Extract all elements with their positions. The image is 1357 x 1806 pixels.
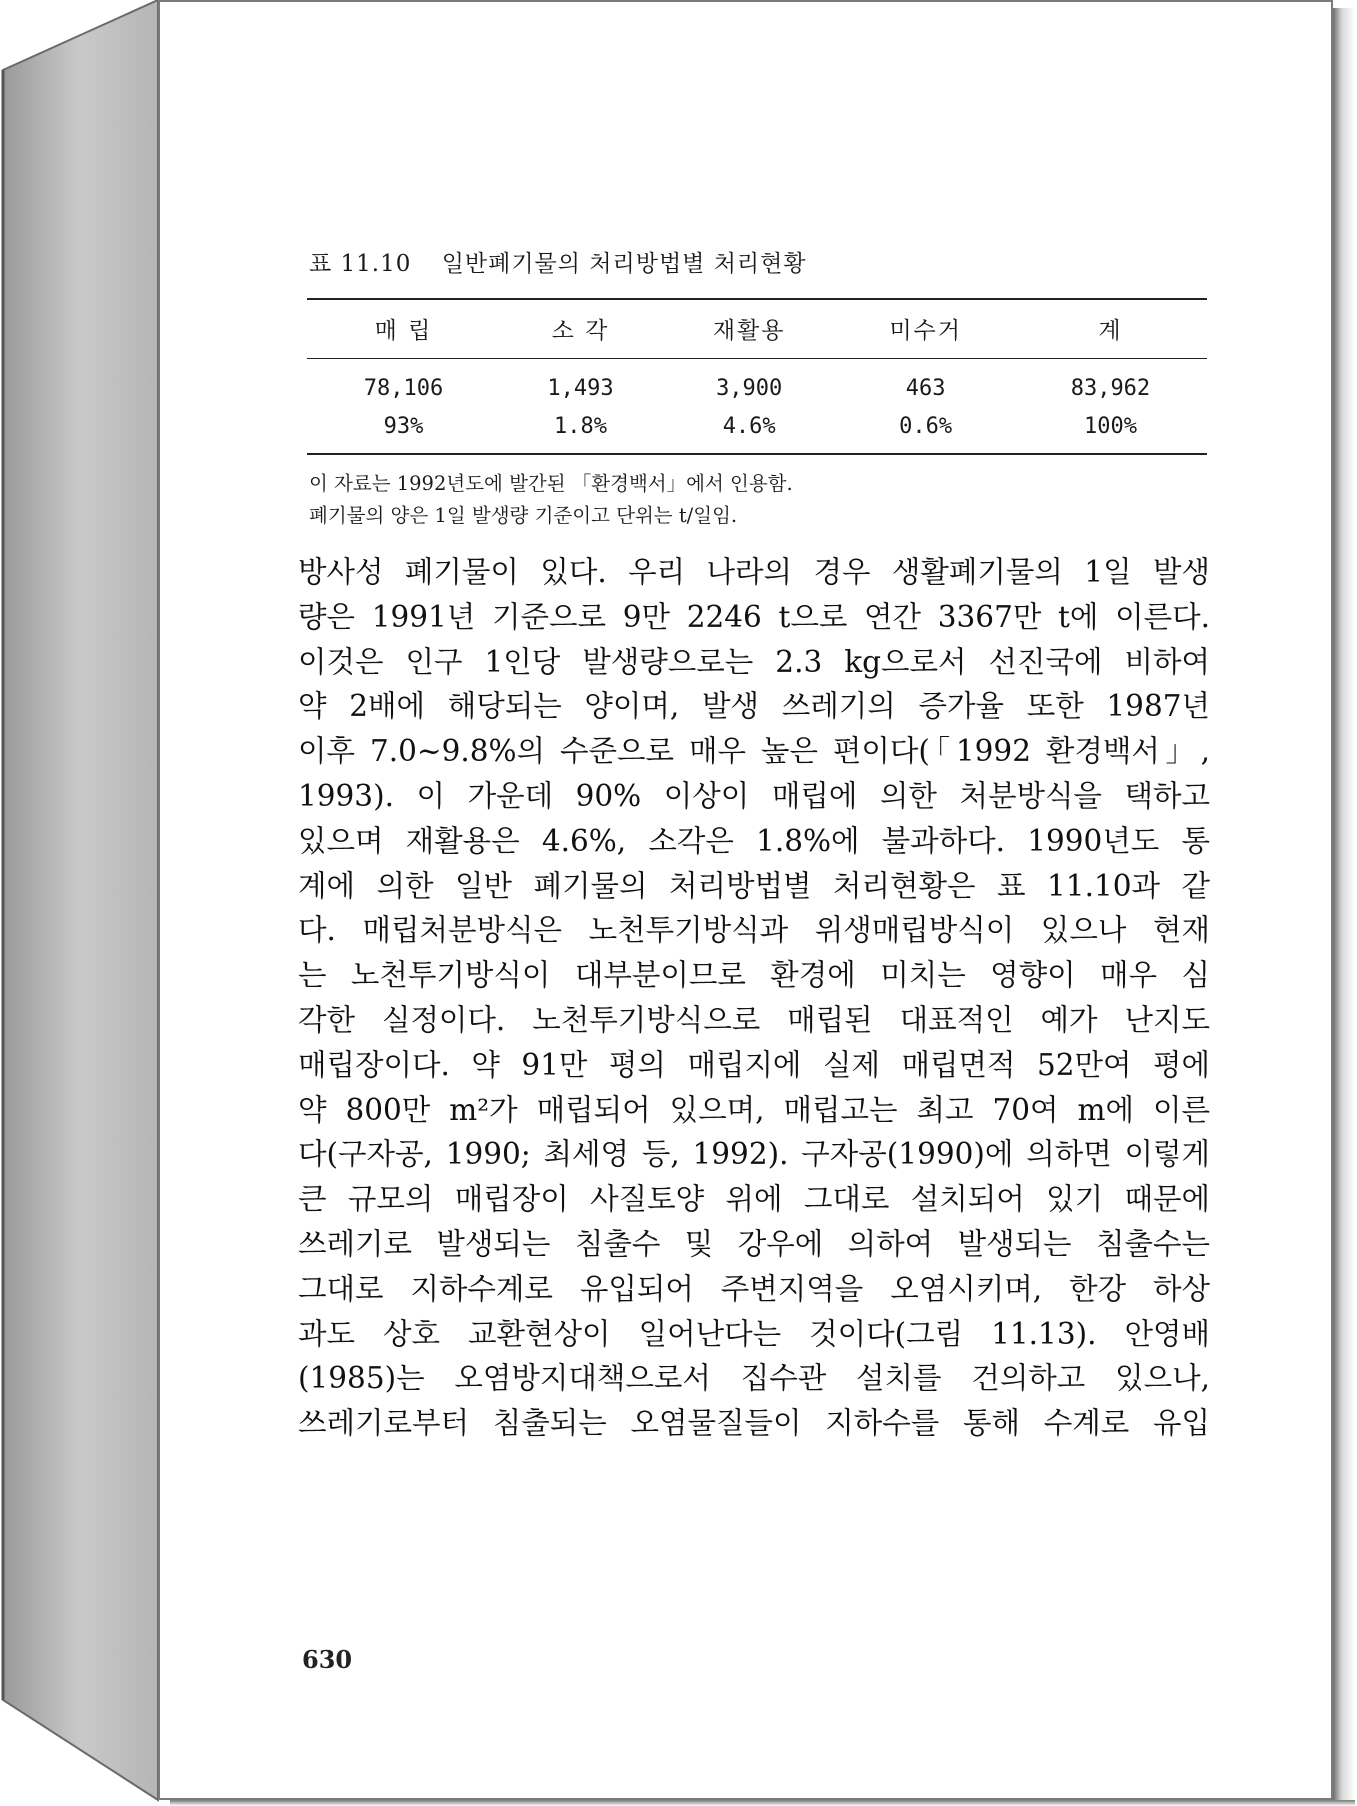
text-line: 다. 매립처분방식은 노천투기방식과 위생매립방식이 있으나 현재: [298, 913, 1210, 948]
header-uncollected: 미수거: [837, 299, 1013, 359]
header-landfill: 매 립: [307, 299, 500, 359]
header-incineration: 소 각: [500, 299, 661, 359]
table-cell: 1.8%: [500, 407, 661, 454]
table-notes: [307, 468, 1207, 532]
table-cell: 3,900: [716, 375, 783, 401]
table-caption-title: 일반폐기물의 처리방법별 처리현황: [441, 251, 807, 277]
header-total: 계: [1014, 299, 1207, 359]
text-line: 쓰레기로 발생되는 침출수 및 강우에 의하여 발생되는 침출수는: [298, 1226, 1210, 1261]
page-bottom-shadow: [170, 1800, 1355, 1806]
table-cell: 0.6%: [837, 407, 1013, 454]
body-paragraph: [298, 550, 1210, 1446]
table-cell: 4.6%: [661, 407, 837, 454]
text-line: 이것은 인구 1인당 발생량으로는 2.3 kg으로서 선진국에 비하여: [298, 644, 1210, 679]
table-caption-label: 표 11.10: [309, 251, 412, 277]
waste-treatment-table: [307, 298, 1207, 455]
text-line: 쓰레기로부터 침출되는 오염물질들이 지하수를 통해 수계로 유입: [298, 1406, 1210, 1441]
table-row: [307, 359, 1207, 408]
text-line: 매립장이다. 약 91만 평의 매립지에 실제 매립면적 52만여 평에: [298, 1047, 1210, 1082]
table-cell: 1,493: [547, 375, 614, 401]
table-section: [307, 245, 1207, 532]
table-cell: 463: [905, 375, 946, 401]
text-line: 량은 1991년 기준으로 9만 2246 t으로 연간 3367만 t에 이른다.: [298, 599, 1210, 634]
table-cell: 78,106: [363, 375, 444, 401]
text-line: 있으며 재활용은 4.6%, 소각은 1.8%에 불과하다. 1990년도 통: [298, 823, 1210, 858]
page-edge-shadow: [1333, 8, 1355, 1804]
book-spine-illustration: [0, 0, 160, 1806]
table-cell: 83,962: [1070, 375, 1151, 401]
text-line: 는 노천투기방식이 대부분이므로 환경에 미치는 영향이 매우 심: [298, 958, 1210, 993]
text-line: 방사성 폐기물이 있다. 우리 나라의 경우 생활폐기물의 1일 발생: [298, 555, 1210, 589]
text-line: 과도 상호 교환현상이 일어난다는 것이다(그림 11.13). 안영배: [298, 1316, 1210, 1351]
text-line: 큰 규모의 매립장이 사질토양 위에 그대로 설치되어 있기 때문에: [298, 1182, 1210, 1217]
text-line: 약 2배에 해당되는 양이며, 발생 쓰레기의 증가율 또한 1987년: [298, 689, 1210, 724]
text-line: 이후 7.0~9.8%의 수준으로 매우 높은 편이다(「1992 환경백서」,: [298, 734, 1210, 769]
text-line: 약 800만 m²가 매립되어 있으며, 매립고는 최고 70여 m에 이른: [298, 1092, 1210, 1127]
table-note: 폐기물의 양은 1일 발생량 기준이고 단위는 t/일임.: [309, 504, 738, 527]
text-line: (1985)는 오염방지대책으로서 집수관 설치를 건의하고 있으나,: [298, 1361, 1210, 1396]
page-number: 630: [302, 1645, 353, 1674]
text-line: 다(구자공, 1990; 최세영 등, 1992). 구자공(1990)에 의하면 이렇게: [298, 1137, 1210, 1172]
table-cell: 93%: [307, 407, 500, 454]
table-row: [307, 407, 1207, 454]
table-note: 이 자료는 1992년도에 발간된 「환경백서」에서 인용함.: [309, 472, 793, 495]
text-line: 1993). 이 가운데 90% 이상이 매립에 의한 처분방식을 택하고: [298, 778, 1210, 813]
table-header-row: [307, 299, 1207, 359]
text-line: 계에 의한 일반 폐기물의 처리방법별 처리현황은 표 11.10과 같: [298, 868, 1210, 903]
text-line: 그대로 지하수계로 유입되어 주변지역을 오염시키며, 한강 하상: [298, 1271, 1210, 1306]
text-line: 각한 실정이다. 노천투기방식으로 매립된 대표적인 예가 난지도: [298, 1002, 1210, 1037]
table-caption: [309, 245, 1207, 278]
table-cell: 100%: [1014, 407, 1207, 454]
header-recycling: 재활용: [661, 299, 837, 359]
